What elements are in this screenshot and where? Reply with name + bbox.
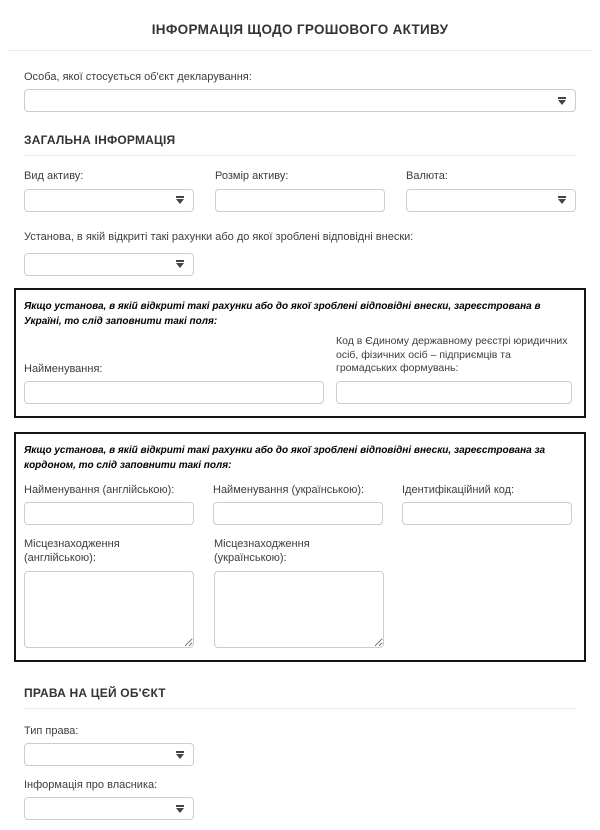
asset-size-label: Розмір активу: <box>215 170 289 183</box>
institution-field <box>24 253 194 276</box>
asset-size-input[interactable] <box>215 189 385 212</box>
person-select[interactable] <box>24 89 576 112</box>
asset-type-field <box>24 169 194 211</box>
caret-down-icon <box>176 754 184 759</box>
caret-down-icon <box>558 199 566 204</box>
caret-down-icon <box>176 808 184 813</box>
name-uk-field <box>213 483 383 525</box>
foreign-institution-box <box>14 432 586 662</box>
id-code-input[interactable] <box>402 502 572 525</box>
general-fields-row <box>24 169 576 211</box>
name-en-label: Найменування (англійською): <box>24 483 175 496</box>
edrpou-code-input[interactable] <box>336 381 572 404</box>
edrpou-code-field <box>336 335 572 404</box>
id-code-label: Ідентифікаційний код: <box>402 483 515 496</box>
location-uk-label: Місцезнаходження (українською): <box>214 538 310 565</box>
location-uk-field <box>214 537 384 648</box>
page-title: ІНФОРМАЦІЯ ЩОДО ГРОШОВОГО АКТИВУ <box>151 22 449 37</box>
right-type-label: Тип права: <box>24 724 79 737</box>
right-type-select[interactable] <box>24 743 194 766</box>
asset-type-label: Вид активу: <box>24 170 84 183</box>
caret-down-icon <box>176 263 184 268</box>
ukraine-box-note: Якщо установа, в якій відкриті такі рахунки або до якої зроблені відповідні внески, зареєстрована в Україні, то слід заповнити такі поля: <box>24 300 541 328</box>
title-divider <box>8 50 592 51</box>
asset-type-select[interactable] <box>24 189 194 212</box>
person-label: Особа, якої стосується об'єкт декларування: <box>24 71 252 83</box>
asset-size-field <box>215 169 385 211</box>
currency-select[interactable] <box>406 189 576 212</box>
institution-name-input[interactable] <box>24 381 324 404</box>
right-type-field <box>24 724 576 766</box>
name-en-field <box>24 483 194 525</box>
institution-select[interactable] <box>24 253 194 276</box>
name-uk-input[interactable] <box>213 502 383 525</box>
foreign-box-note: Якщо установа, в якій відкриті такі рахунки або до якої зроблені відповідні внески, зареєстрована за кордоном, то слід заповнити такі поля: <box>24 444 546 472</box>
person-field-group <box>24 70 576 112</box>
location-uk-textarea[interactable] <box>214 571 384 648</box>
ukraine-box-fields-row <box>24 335 572 404</box>
name-uk-label: Найменування (українською): <box>213 483 365 496</box>
location-en-label: Місцезнаходження (англійською): <box>24 538 120 565</box>
foreign-box-location-row <box>24 537 572 648</box>
currency-label: Валюта: <box>406 170 448 183</box>
location-en-field <box>24 537 194 648</box>
caret-down-icon <box>558 100 566 105</box>
owner-info-select[interactable] <box>24 797 194 820</box>
edrpou-code-label: Код в Єдиному державному реєстрі юридичних осіб, фізичних осіб – підприємців та громадських формувань: <box>336 334 568 375</box>
institution-name-label: Найменування: <box>24 362 103 375</box>
caret-down-icon <box>176 199 184 204</box>
name-en-input[interactable] <box>24 502 194 525</box>
currency-field <box>406 169 576 211</box>
owner-info-label: Інформація про власника: <box>24 779 158 791</box>
id-code-field <box>402 483 572 525</box>
owner-info-field <box>24 778 576 820</box>
foreign-box-name-row <box>24 483 572 525</box>
ukraine-institution-box <box>14 288 586 418</box>
section-divider <box>24 155 576 156</box>
section-divider <box>24 708 576 709</box>
institution-label: Установа, в якій відкриті такі рахунки або до якої зроблені відповідні внески: <box>24 230 414 243</box>
section-header-general: ЗАГАЛЬНА ІНФОРМАЦІЯ <box>24 133 176 148</box>
location-en-textarea[interactable] <box>24 571 194 648</box>
section-header-rights: ПРАВА НА ЦЕЙ ОБ'ЄКТ <box>24 685 166 700</box>
institution-name-field <box>24 362 324 404</box>
